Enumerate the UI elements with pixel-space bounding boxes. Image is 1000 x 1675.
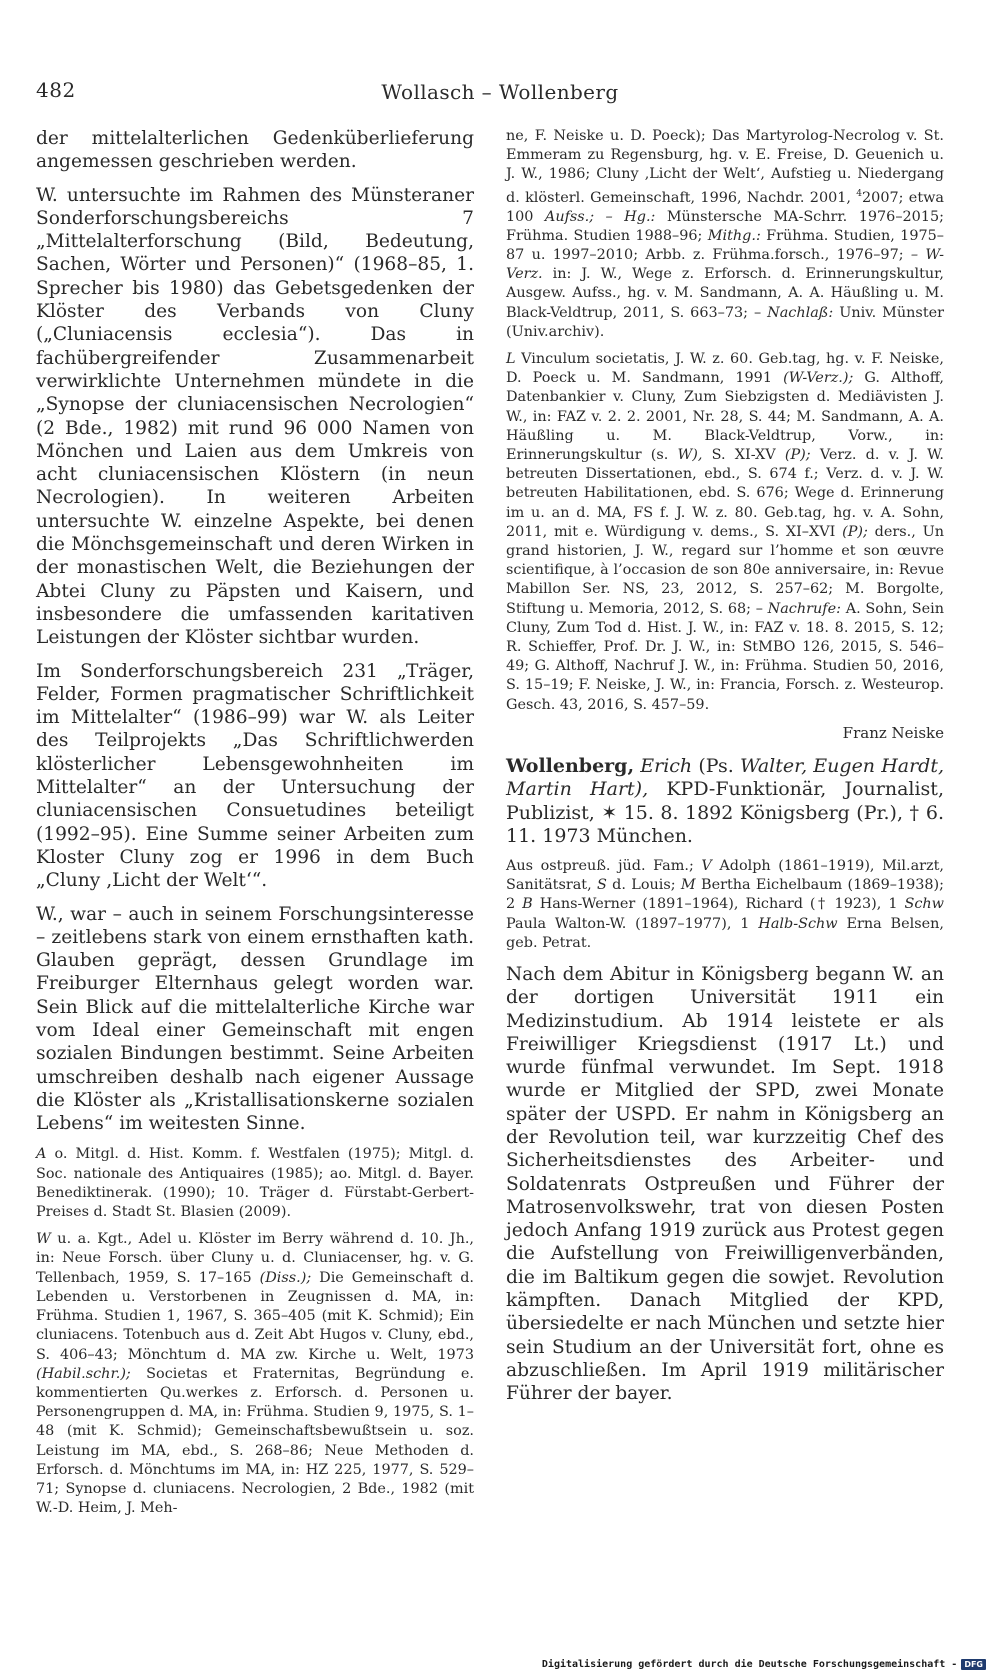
literature-text-3: S. XI-XV xyxy=(702,447,785,464)
works-cont-4: Frühma. Studien, 1975–87 u. 1997–2010; Arbb. z. Frühma.forsch., 1976–97; xyxy=(506,227,944,264)
family-text-7: Erna Belsen, geb. Petrat. xyxy=(506,915,944,951)
left-column xyxy=(36,127,474,1526)
awards-section xyxy=(36,1145,474,1222)
entry-given-name: Erich xyxy=(640,754,693,777)
literature-text-2: G. Althoff, Datenbankier v. Cluny, Zum Siebzigsten d. Mediävisten J. W., in: FAZ v. 2. 2. 2001, Nr. 28, S. 44; M. Sandmann, A. A. Häußling u. M. Black-Veldtrup, Vorw., in: Erinnerungskultur (s. xyxy=(506,370,945,464)
running-head: Wollasch – Wollenberg xyxy=(381,80,619,104)
edition-superscript: 4 xyxy=(856,188,863,199)
works-cont-3: Münstersche MA-Schrr. 1976–2015; Frühma. Studien 1988–96; xyxy=(506,208,944,244)
family-text-2: Adolph (1861–1919), Mil.arzt, Sanitätsrat, xyxy=(506,857,944,894)
works-diss: (Diss.); xyxy=(259,1269,312,1286)
family-father-marker: V xyxy=(701,857,712,874)
awards-text: o. Mitgl. d. Hist. Komm. f. Westfalen (1975); Mitgl. d. Soc. nationale des Antiquaires (1985); ao. Mitgl. d. Bayer. Benediktinerak. (1990); 10. Träger d. Fürstabt-Gerbert-Preises d. Stadt St. Blasien (2009). xyxy=(36,1146,474,1221)
works-continued xyxy=(506,127,944,342)
works-cont-5: in: J. W., Wege z. Erforsch. d. Erinnerungskultur, Ausgew. Aufss., hg. v. M. Sandmann, A. A. Häußling u. M. Black-Veldtrup, 2011, S. 663–73; – xyxy=(506,266,944,321)
works-text-2: Die Gemeinschaft d. Lebenden u. Verstorbenen in Zeugnissen d. MA, in: Frühma. Studien 1, 1967, S. 365–405 (mit K. Schmid); Ein cluniacens. Totenbuch aus d. Zeit Abt Hugos v. Cluny, ebd., S. 406–43; Mönchtum d. MA zw. Kirche u. Welt, 1973 xyxy=(36,1269,474,1363)
family-mother-marker: M xyxy=(680,877,696,894)
works-cont-1: ne, F. Neiske u. D. Poeck); Das Martyrolog-Necrolog v. St. Emmeram zu Regensburg, hg. v. E. Freise, D. Geuenich u. J. W., 1986; Cluny ‚Licht der Welt‘, Aufstieg u. Niedergang d. klösterl. Gemeinschaft, 1996, Nachdr. 2001, xyxy=(506,128,944,206)
paragraph-faith: W., war – auch in seinem Forschungsinteresse – zeitlebens stark von einem ernsthaften kath. Glauben geprägt, dessen Grundlage im Freiburger Elternhaus gelegt worden war. Sein Blick auf die mittelalterliche Kirche war vom Ideal einer Gemeinschaft mit engen sozialen Bindungen bestimmt. Seine Arbeiten umschreiben deshalb nach eigener Aussage die Klöster als „Kristallisationskerne sozialen Lebens“ im weitesten Sinne. xyxy=(36,903,474,1135)
family-text-1: Aus ostpreuß. jüd. Fam.; xyxy=(506,857,702,874)
family-text-4: Bertha Eichelbaum (1869–1938); 2 xyxy=(506,877,945,913)
works-aufss: Aufss.; – Hg.: xyxy=(544,208,656,225)
literature-text-6: A. Sohn, Sein Cluny, Zum Tod d. Hist. J. W., in: FAZ v. 18. 8. 2015, S. 12; R. Schieffer, Prof. Dr. J. W., in: StMBO 126, 2015, S. 546–49; G. Althoff, Nachruf J. W., in: Frühma. Studien 50, 2016, S. 15–19; F. Neiske, J. W., in: Francia, Forsch. z. Westeurop. Gesch. 43, 2016, S. 457–59. xyxy=(506,600,944,713)
literature-text-4: Verz. d. v. J. W. betreuten Dissertationen, ebd., S. 674 f.; Verz. d. v. J. W. betreuten Habilitationen, ebd. S. 676; Wege d. Erinnerung im u. an d. MA, FS f. J. W. z. 80. Geb.tag, hg. v. A. Sohn, 2011, mit e. Würdigung v. dems., S. XI–XVI xyxy=(506,447,945,540)
family-son-marker: S xyxy=(596,877,607,894)
works-marker: W xyxy=(36,1231,51,1248)
literature-w: W), xyxy=(677,447,703,464)
awards-marker: A xyxy=(36,1146,47,1163)
literature-wverz: (W-Verz.); xyxy=(783,370,854,387)
article-author: Franz Neiske xyxy=(842,723,944,742)
paragraph-gedenk: der mittelalterlichen Gedenküberlieferung angemessen geschrieben werden. xyxy=(36,128,474,173)
paragraph-sfb231: Im Sonderforschungsbereich 231 „Träger, Felder, Formen pragmatischer Schriftlichkeit im Mittelalter“ (1986–99) war W. als Leiter des Teilprojekts „Das Schriftlichwerden klösterlicher Lebensgewohnheiten im Mittelalter“ an der Untersuchung der cluniacensischen Consuetudines beteiligt (1992–95). Eine Summe seiner Arbeiten zum Kloster Cluny zog er 1996 in dem Buch „Cluny ‚Licht der Welt‘“. xyxy=(36,660,474,892)
family-sister-marker: Schw xyxy=(904,896,945,913)
paragraph-sfb7: W. untersuchte im Rahmen des Münsteraner Sonderforschungsbereichs 7 „Mittelalterforschung (Bild, Bedeutung, Sachen, Wörter und Personen)“ (1968–85, 1. Sprecher bis 1980) das Gebetsgedenken der Klöster des Verbands von Cluny („Cluniacensis ecclesia“). Das in fachübergreifender Zusammenarbeit verwirklichte Unternehmen mündete in die „Synopse der cluniacensischen Necrologien“ (2 Bde., 1982) mit rund 96 000 Namen von Mönchen und Laien aus dem Umkreis von acht cluniacensischen Klöstern (in neun Necrologien). In weiteren Arbeiten untersuchte W. einzelne Aspekte, bei denen die Mönchsgemeinschaft und deren Wirken in der monastischen Welt, die Beziehungen der Abtei Cluny zu Päpsten und Kaisern, und insbesondere die umfassenden karitativen Leistungen der Klöster sichtbar wurden. xyxy=(36,184,474,649)
works-mithg: Mithg.: xyxy=(707,227,761,244)
family-halfsister-marker: Halb-Schw xyxy=(758,915,838,932)
literature-text-5: ders., Un grand historien, J. W., regard sur l’homme et son œuvre scientifique, à l’occasion de son 80e anniversaire, in: Revue Mabillon Ser. NS, 23, 2012, S. 257–62; M. Borgolte, Stiftung u. Memoria, 2012, S. 68; – xyxy=(506,523,944,617)
entry-description: KPD-Funktionär, Journalist, Publizist, ✶ 15. 8. 1892 Königsberg (Pr.), † 6. 11. 1973 München. xyxy=(506,778,944,848)
footer-text: Digitalisierung gefördert durch die Deutsche Forschungsgemeinschaft - xyxy=(541,1659,958,1670)
works-section xyxy=(36,1230,474,1518)
works-verz: – W-Verz. xyxy=(506,247,944,283)
right-column xyxy=(506,127,944,1416)
literature-p1: (P); xyxy=(784,447,811,464)
literature-text-1: Vinculum societatis, J. W. z. 60. Geb.tag, hg. v. F. Neiske, D. Poeck u. M. Sandmann, 1991 xyxy=(506,351,944,387)
family-text-6: Paula Walton-W. (1897–1977), 1 xyxy=(506,915,759,932)
family-section xyxy=(506,857,944,953)
works-cont-6: Univ. Münster (Univ.archiv). xyxy=(506,304,944,340)
biography-paragraph: Nach dem Abitur in Königsberg begann W. an der dortigen Universität 1911 ein Medizinstudium. Ab 1914 leistete er als Freiwilliger Kriegsdienst (1917 Lt.) und wurde fünfmal verwundet. Im Sept. 1918 wurde er Mitglied der SPD, zwei Monate später der USPD. Er nahm in Königsberg an der Revolution teil, war kurzzeitig Chef des Sicherheitsdienstes des Arbeiter- und Soldatenrats Ostpreußen und Führer der Matrosenvolkswehr, trat von diesen Posten jedoch Anfang 1919 zurück aus Protest gegen die Aufstellung von Freiwilligenverbänden, die im Baltikum gegen die sowjet. Revolution kämpften. Danach Mitglied der KPD, übersiedelte er nach München und setzte hier sein Studium an der Universität fort, ohne es abzuschließen. Im April 1919 militärischer Führer der bayer. xyxy=(506,963,944,1405)
works-nachlass: Nachlaß: xyxy=(767,304,834,321)
literature-p2: (P); xyxy=(842,523,868,540)
literature-marker: L xyxy=(506,351,516,368)
family-text-5: Hans-Werner (1891–1964), Richard († 1923), 1 xyxy=(532,896,905,913)
page-number: 482 xyxy=(36,78,76,102)
literature-nachrufe: Nachrufe: xyxy=(767,600,841,617)
family-text-3: d. Louis; xyxy=(606,877,681,894)
entry-ps-label: (Ps. xyxy=(692,754,740,777)
entry-heading xyxy=(506,755,944,849)
works-text-3: Societas et Fraternitas, Begründung e. kommentierten Qu.werkes z. Erforsch. d. Personen u. Personengruppen d. MA, in: Frühma. Studien 9, 1975, S. 1–48 (mit K. Schmid); Gemeinschaftsbewußtsein u. soz. Leistung im MA, ebd., S. 268–86; Neue Methoden d. Erforsch. d. Mönchtums im MA, in: HZ 225, 1977, S. 529–71; Synopse d. cluniacens. Necrologien, 2 Bde., 1982 (mit W.-D. Heim, J. Meh- xyxy=(36,1365,474,1517)
literature-section xyxy=(506,350,944,715)
works-cont-2: 2007; etwa 100 xyxy=(506,189,944,225)
entry-surname: Wollenberg, xyxy=(506,754,635,777)
entry-pseudonyms: Walter, Eugen Hardt, Martin Hart), xyxy=(506,754,945,801)
works-habil: (Habil.schr.); xyxy=(36,1365,131,1382)
family-brother-marker: B xyxy=(522,896,533,913)
works-text-1: u. a. Kgt., Adel u. Klöster im Berry während d. 10. Jh., in: Neue Forsch. über Cluny u. d. Cluniacenser, hg. v. G. Tellenbach, 1959, S. 17–165 xyxy=(36,1231,474,1286)
digitization-footer xyxy=(542,1659,986,1670)
dfg-logo: DFG xyxy=(961,1659,986,1670)
